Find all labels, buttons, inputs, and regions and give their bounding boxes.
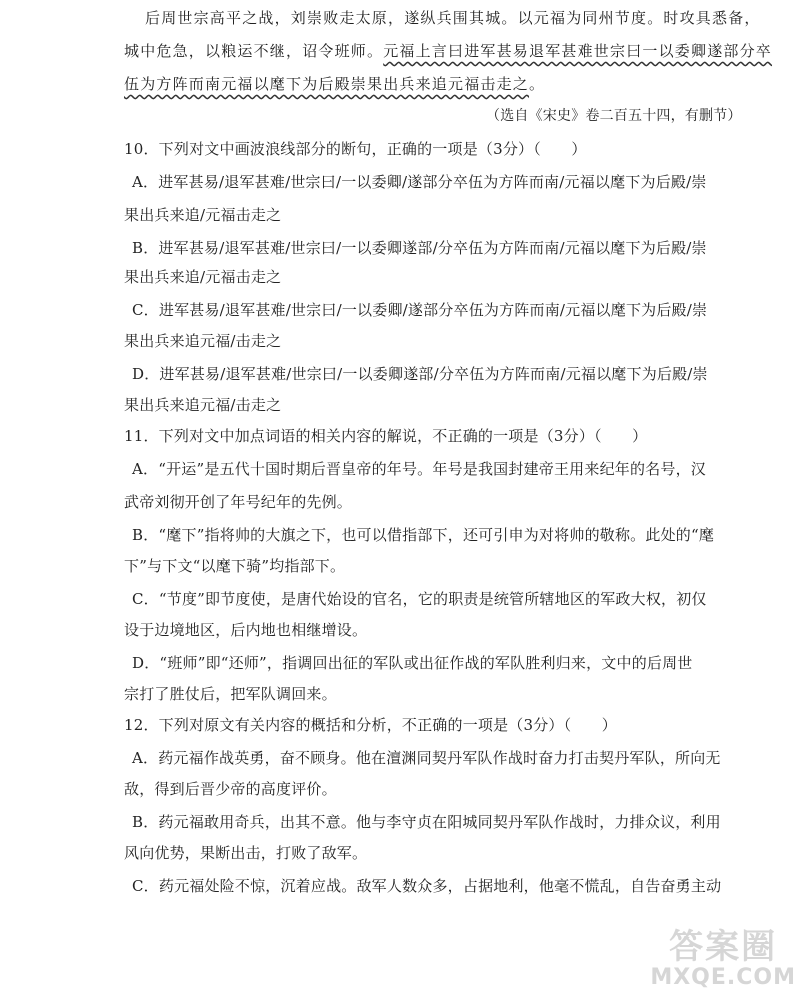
q10-option-a-line2: 果出兵来追/元福击走之	[124, 206, 282, 224]
q11-option-c-line2: 设于边境地区，后内地也相继增设。	[124, 621, 368, 639]
q10-option-b-line2: 果出兵来追/元福击走之	[124, 268, 282, 286]
q12-option-b-line2: 风向优势，果断出击，打败了敌军。	[124, 844, 368, 862]
q10-option-d-line1: D．进军甚易/退军甚难/世宗曰/一以委卿遂部/分卒伍为方阵而南/元福以麾下为后殿/崇	[132, 365, 708, 383]
watermark-domain: MXQE.COM	[650, 964, 796, 990]
q10-option-b-line1: B．进军甚易/退军甚难/世宗曰/一以委卿遂部/分卒伍为方阵而南/元福以麾下为后殿/崇	[132, 239, 707, 257]
q12-option-c-line1: C．药元福处险不惊，沉着应战。敌军人数众多，占据地利，他毫不慌乱，自告奋勇主动	[132, 877, 722, 895]
passage-line-3: 伍为方阵而南元福以麾下为后殿崇果出兵来追元福击走之。	[124, 75, 546, 93]
source-citation: （选自《宋史》卷二百五十四，有删节）	[486, 108, 742, 124]
q11-option-c-line1: C．“节度”即节度使，是唐代始设的官名，它的职责是统管所辖地区的军政大权，初仅	[132, 590, 707, 608]
q12-option-a-line1: A．药元福作战英勇，奋不顾身。他在澶渊同契丹军队作战时奋力打击契丹军队，所向无	[132, 749, 721, 767]
q11-option-a-line1: A．“开运”是五代十国时期后晋皇帝的年号。年号是我国封建帝王用来纪年的名号，汉	[132, 460, 706, 478]
q11-option-b-line1: B．“麾下”指将帅的大旗之下，也可以借指部下，还可引申为对将帅的敬称。此处的“麾	[132, 526, 715, 544]
watermark-logo-text: 答案圈	[669, 927, 778, 968]
q11-option-d-line1: D．“班师”即“还师”，指调回出征的军队或出征作战的军队胜利归来，文中的后周世	[132, 654, 693, 672]
site-watermark	[650, 927, 796, 990]
q11-stem: 11．下列对文中加点词语的相关内容的解说，不正确的一项是（3分）（ ）	[124, 427, 648, 445]
q12-stem: 12．下列对原文有关内容的概括和分析，不正确的一项是（3分）（ ）	[124, 716, 617, 734]
passage-line-2-text: 城中危急，以粮运不继，诏令班师。元福上言曰进军甚易退军甚难世宗曰一以委卿遂部分卒	[124, 42, 773, 60]
q10-option-c-line1: C．进军甚易/退军甚难/世宗曰/一以委卿/遂部分卒伍为方阵而南/元福以麾下为后殿/崇	[132, 301, 708, 319]
q11-option-a-line2: 武帝刘彻开创了年号纪年的先例。	[124, 493, 353, 511]
passage-line-2	[124, 41, 772, 61]
q12-option-b-line1: B．药元福敢用奇兵，出其不意。他与李守贞在阳城同契丹军队作战时，力排众议，利用	[132, 813, 721, 831]
q11-option-d-line2: 宗打了胜仗后，把军队调回来。	[124, 685, 337, 703]
q10-option-c-line2: 果出兵来追元福/击走之	[124, 332, 282, 350]
q10-option-d-line2: 果出兵来追元福/击走之	[124, 396, 282, 414]
q10-stem: 10．下列对文中画波浪线部分的断句，正确的一项是（3分）（ ）	[124, 140, 587, 158]
q10-option-a-line1: A．进军甚易/退军甚难/世宗曰/一以委卿/遂部分卒伍为方阵而南/元福以麾下为后殿/崇	[132, 173, 707, 191]
q11-option-b-line2: 下”与下文“以麾下骑”均指部下。	[124, 557, 346, 575]
q12-option-a-line2: 敌，得到后晋少帝的高度评价。	[124, 780, 337, 798]
passage-line-1: 后周世宗高平之战，刘崇败走太原，遂纵兵围其城。以元福为同州节度。时攻具悉备，	[145, 9, 761, 27]
